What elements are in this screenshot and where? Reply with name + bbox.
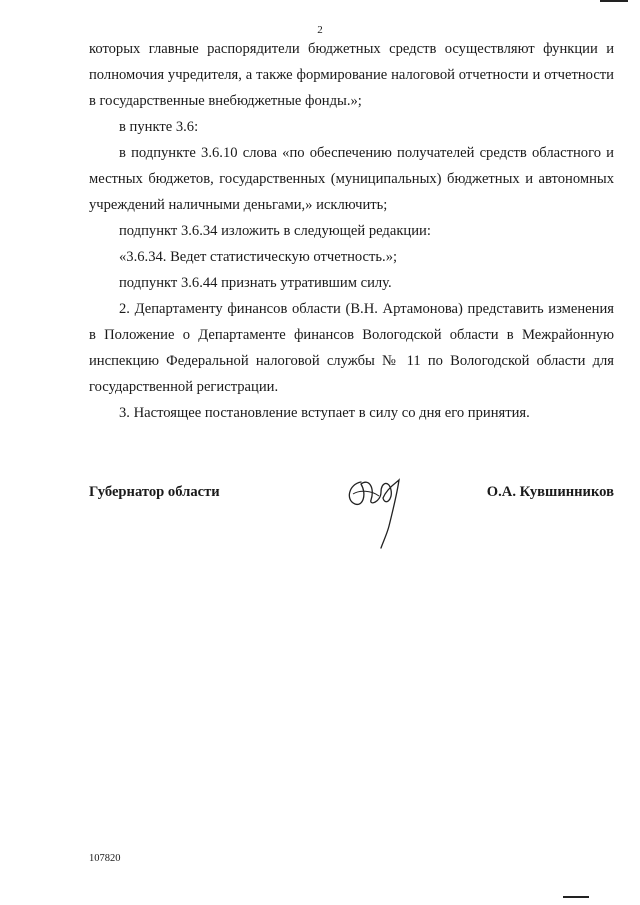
signatory-name: О.А. Кувшинников — [486, 484, 614, 500]
handwritten-signature — [341, 470, 411, 550]
paragraph-item-3: 3. Настоящее постановление вступает в силу со дня его принятия. — [119, 405, 530, 421]
paragraph-clause-3-6: в пункте 3.6: — [119, 119, 199, 135]
signature-block — [89, 470, 614, 550]
paragraph-continuation: которых главные распорядители бюджетных средств осуществляют функции и полномочия учредителя, а также формирование налоговой отчетности и отчетности в государственные внебюджетные фонды.»; — [89, 41, 614, 109]
signatory-title: Губернатор области — [89, 484, 220, 500]
scan-edge-mark-bottom — [563, 896, 589, 898]
paragraph-subclause-3-6-34-text: «3.6.34. Ведет статистическую отчетность.»; — [119, 249, 398, 265]
paragraph-item-2: 2. Департаменту финансов области (В.Н. Артамонова) представить изменения в Положение о Департаменте финансов Вологодской области в Межрайонную инспекцию Федеральной налоговой службы № 11 по Вологодской области для государственной регистрации. — [89, 301, 614, 395]
document-code: 107820 — [89, 853, 121, 864]
paragraph-subclause-3-6-34: подпункт 3.6.34 изложить в следующей редакции: — [119, 223, 431, 239]
document-body — [89, 36, 614, 426]
page-number: 2 — [317, 24, 323, 36]
scan-edge-mark-top — [600, 0, 628, 2]
paragraph-subclause-3-6-44: подпункт 3.6.44 признать утратившим силу. — [119, 275, 392, 291]
paragraph-subclause-3-6-10: в подпункте 3.6.10 слова «по обеспечению получателей средств областного и местных бюджетов, государственных (муниципальных) бюджетных и автономных учреждений наличными деньгами,» исключить; — [89, 145, 614, 213]
